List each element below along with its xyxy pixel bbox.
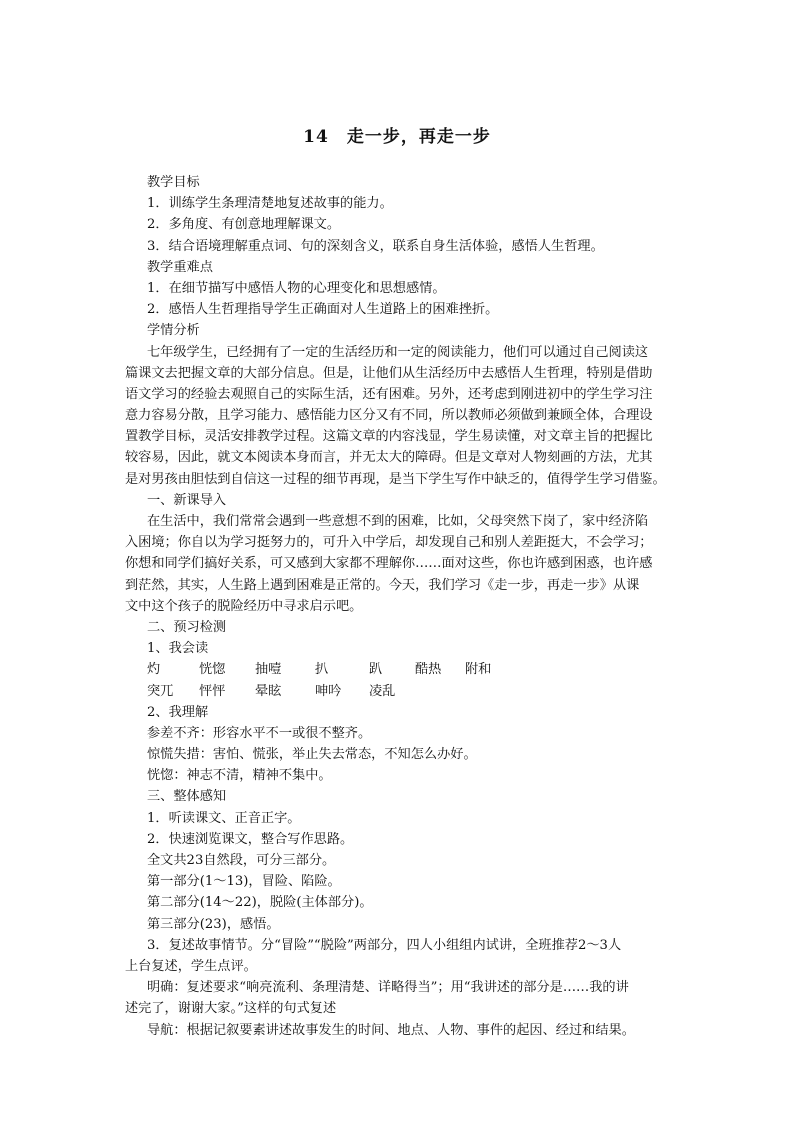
clarify-line: 明确：复述要求“响亮流利、条理清楚、详略得当”；用“我讲述的部分是……我的讲: [147, 980, 629, 996]
analysis-line: 语文学习的经验去观照自己的实际生活，还有困难。另外，还考虑到刚进初中的学生学习注: [125, 386, 653, 402]
heading-lesson-intro: 一、新课导入: [147, 492, 227, 508]
vocab-word: 酷热: [415, 662, 442, 678]
key-point-item: 1．在细节描写中感悟人物的心理变化和思想感情。: [147, 280, 446, 296]
overall-item: 全文共23自然段，可分三部分。: [147, 853, 336, 868]
analysis-line: 较容易，因此，就文本阅读本身而言，并无太大的障碍。但是文章对人物刻画的方法，尤其: [125, 450, 653, 466]
overall-item: 2．快速浏览课文，整合写作思路。: [147, 831, 354, 847]
vocab-word: 突兀: [147, 683, 174, 699]
analysis-line: 是对男孩由胆怯到自信这一过程的细节再现，是当下学生写作中缺乏的，值得学生学习借鉴。: [125, 471, 666, 487]
intro-line: 你想和同学们搞好关系，可又感到大家都不理解你……面对这些，你也许感到困惑，也许感: [125, 556, 653, 572]
analysis-line: 置教学目标，灵活安排教学过程。这篇文章的内容浅显，学生易读懂，对文章主旨的把握比: [125, 429, 653, 445]
heading-can-understand: 2、我理解: [147, 704, 209, 720]
definition-item: 恍惚：神志不清，精神不集中。: [147, 768, 332, 784]
analysis-line: 意力容易分散，且学习能力、感悟能力区分又有不同，所以教师必须做到兼顾全体，合理设: [125, 408, 653, 424]
goal-item: 1．训练学生条理清楚地复述故事的能力。: [147, 196, 393, 212]
overall-item: 第二部分(14～22)，脱险(主体部分)。: [147, 895, 373, 911]
analysis-line: 七年级学生，已经拥有了一定的生活经历和一定的阅读能力，他们可以通过自己阅读这: [147, 344, 649, 360]
intro-line: 文中这个孩子的脱险经历中寻求启示吧。: [125, 598, 363, 614]
heading-key-points: 教学重难点: [147, 259, 213, 275]
definition-item: 参差不齐：形容水平不一或很不整齐。: [147, 725, 372, 741]
retell-line: 上台复述，学生点评。: [125, 958, 257, 974]
vocab-word: 抽噎: [255, 662, 282, 678]
overall-item: 第一部分(1～13)，冒险、陷险。: [147, 874, 341, 890]
goal-item: 3．结合语境理解重点词、句的深刻含义，联系自身生活体验，感悟人生哲理。: [147, 238, 604, 254]
heading-preview-check: 二、预习检测: [147, 619, 227, 635]
document-body: [125, 172, 680, 1041]
heading-teaching-goals: 教学目标: [147, 175, 200, 190]
definition-item: 惊慌失措：害怕、慌张，举止失去常态，不知怎么办好。: [147, 747, 477, 763]
guide-line: 导航：根据记叙要素讲述故事发生的时间、地点、人物、事件的起因、经过和结果。: [147, 1022, 635, 1038]
overall-item: 1．听读课文、正音正字。: [147, 810, 301, 826]
heading-overall-perception: 三、整体感知: [147, 789, 227, 805]
vocab-word: 趴: [369, 662, 383, 678]
intro-line: 到茫然，其实，人生路上遇到困难是正常的。今天，我们学习《走一步，再走一步》从课: [125, 577, 640, 593]
overall-item: 第三部分(23)，感悟。: [147, 916, 280, 932]
intro-line: 在生活中，我们常常会遇到一些意想不到的困难，比如，父母突然下岗了，家中经济陷: [147, 514, 649, 529]
vocab-word: 怦怦: [199, 683, 226, 699]
vocab-row-2: [125, 681, 680, 702]
page-title: 14 走一步，再走一步: [303, 127, 491, 147]
vocab-word: 呻吟: [315, 683, 342, 699]
heading-learner-analysis: 学情分析: [147, 323, 200, 339]
vocab-word: 恍惚: [199, 662, 226, 678]
heading-can-read: 1、我会读: [147, 641, 209, 657]
retell-line: 3．复述故事情节。分“冒险”“脱险”两部分，四人小组组内试讲，全班推荐2～3人: [147, 937, 622, 953]
vocab-word: 晕眩: [255, 683, 282, 699]
analysis-line: 篇课文去把握文章的大部分信息。但是，让他们从生活经历中去感悟人生哲理，特别是借助: [125, 365, 653, 381]
intro-line: 入困境；你自以为学习挺努力的，可升入中学后，却发现自己和别人差距挺大，不会学习；: [125, 535, 653, 551]
vocab-word: 凌乱: [369, 683, 396, 699]
vocab-word: 灼: [147, 662, 161, 678]
vocab-word: 扒: [315, 662, 329, 678]
clarify-line: 述完了，谢谢大家。”这样的句式复述: [125, 1001, 337, 1017]
goal-item: 2．多角度、有创意地理解课文。: [147, 217, 341, 233]
vocab-row-1: [125, 659, 680, 680]
key-point-item: 2．感悟人生哲理指导学生正确面对人生道路上的困难挫折。: [147, 302, 499, 318]
vocab-word: 附和: [465, 662, 492, 678]
